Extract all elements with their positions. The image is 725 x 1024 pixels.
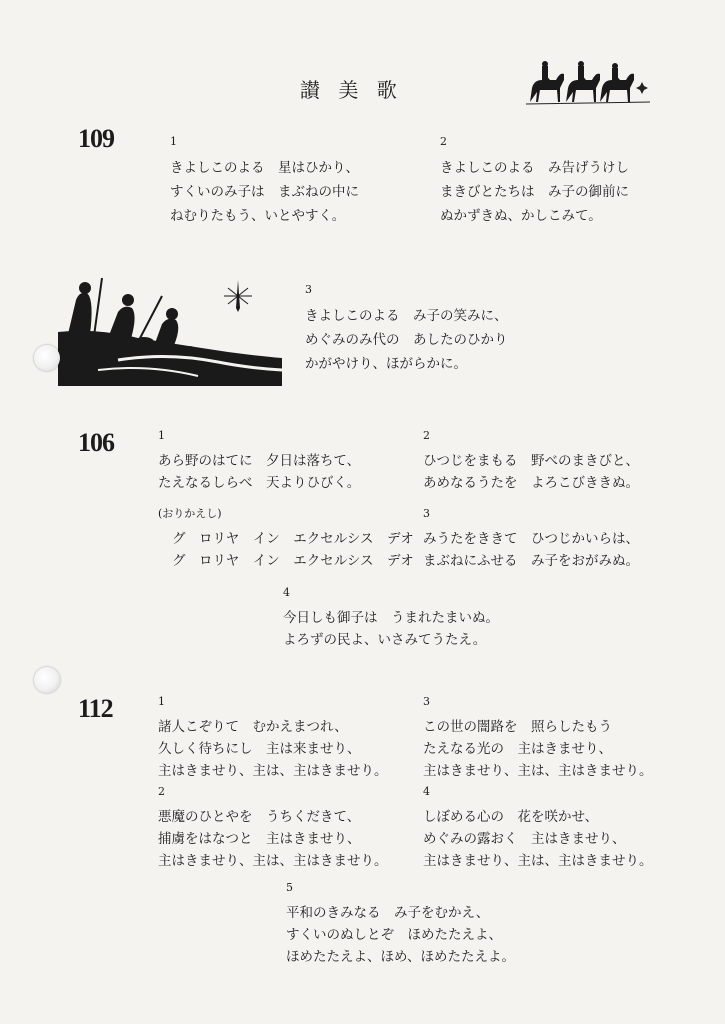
- verse-line: かがやけり、ほがらかに。: [305, 356, 467, 372]
- verse-line: 悪魔のひとやを うちくだきて、: [158, 809, 361, 825]
- verse-line: あめなるうたを よろこびききぬ。: [423, 475, 639, 491]
- verse-line: 主はきませり、主は、主はきませり。: [158, 853, 388, 869]
- camels-caravan-illustration: [526, 58, 650, 108]
- verse-line: きよしこのよる 星はひかり、: [170, 160, 359, 176]
- verse-line: たえなる光の 主はきませり、: [423, 741, 612, 757]
- verse-line: ぬかずきぬ、かしこみて。: [440, 208, 602, 224]
- verse-line: ねむりたもう、いとやすく。: [170, 208, 346, 224]
- hymn-106-refrain: [158, 506, 414, 572]
- verse-line: グ ロリヤ イン エクセルシス デオ: [172, 531, 414, 547]
- verse-number: 5: [286, 881, 293, 894]
- verse-line: すくいのぬしとぞ ほめたたえよ、: [286, 927, 502, 943]
- verse-number: 4: [283, 586, 290, 599]
- binder-hole-bottom: [34, 667, 60, 693]
- verse-number: 2: [440, 135, 447, 148]
- verse-line: まきびとたちは み子の御前に: [440, 184, 629, 200]
- hymn-112-verse-4: [423, 784, 653, 872]
- hymn-109-verse-3: [305, 282, 508, 376]
- verse-number: 3: [423, 695, 430, 708]
- verse-number: 3: [423, 507, 430, 520]
- hymn-106-verse-2: [423, 428, 639, 494]
- hymn-number-106: 106: [78, 428, 114, 457]
- verse-line: まぶねにふせる み子をおがみぬ。: [423, 553, 639, 569]
- verse-line: ほめたたえよ、ほめ、ほめたたえよ。: [286, 949, 515, 965]
- hymn-112-verse-3: [423, 694, 653, 782]
- hymn-106-verse-1: [158, 428, 360, 494]
- verse-line: グ ロリヤ イン エクセルシス デオ: [172, 553, 414, 569]
- shepherds-illustration: [58, 272, 282, 386]
- refrain-label: (おりかえし): [158, 507, 222, 520]
- verse-line: 今日しも御子は うまれたまいぬ。: [283, 610, 499, 626]
- verse-line: きよしこのよる み告げうけし: [440, 160, 629, 176]
- hymn-109-verse-2: [440, 134, 629, 228]
- verse-line: きよしこのよる み子の笑みに、: [305, 308, 508, 324]
- verse-line: この世の闇路を 照らしたもう: [423, 719, 612, 735]
- hymn-number-109: 109: [78, 124, 114, 153]
- hymn-106-verse-3: [423, 506, 639, 572]
- hymn-number-112: 112: [78, 694, 113, 723]
- verse-line: たえなるしらべ 天よりひびく。: [158, 475, 361, 491]
- verse-number: 4: [423, 785, 430, 798]
- verse-line: めぐみの露おく 主はきませり、: [423, 831, 626, 847]
- verse-number: 1: [158, 429, 165, 442]
- verse-number: 1: [158, 695, 165, 708]
- verse-number: 2: [423, 429, 430, 442]
- hymn-112-verse-2: [158, 784, 388, 872]
- hymn-112-verse-1: [158, 694, 388, 782]
- hymn-112-verse-5: [286, 880, 515, 968]
- verse-line: あら野のはてに 夕日は落ちて、: [158, 453, 361, 469]
- verse-line: みうたをききて ひつじかいらは、: [423, 531, 639, 547]
- verse-line: 主はきませり、主は、主はきませり。: [158, 763, 388, 779]
- verse-line: めぐみのみ代の あしたのひかり: [305, 332, 508, 348]
- verse-line: 久しく待ちにし 主は来ませり、: [158, 741, 361, 757]
- verse-line: よろずの民よ、いさみてうたえ。: [283, 632, 487, 648]
- verse-line: 捕虜をはなつと 主はきませり、: [158, 831, 361, 847]
- verse-line: 平和のきみなる み子をむかえ、: [286, 905, 490, 921]
- hymn-106-verse-4: [283, 585, 499, 651]
- verse-number: 2: [158, 785, 165, 798]
- verse-number: 1: [170, 135, 177, 148]
- verse-line: しぼめる心の 花を咲かせ、: [423, 809, 599, 825]
- verse-line: 主はきませり、主は、主はきませり。: [423, 853, 653, 869]
- verse-line: ひつじをまもる 野べのまきびと、: [423, 453, 639, 469]
- hymn-109-verse-1: [170, 134, 359, 228]
- verse-number: 3: [305, 283, 312, 296]
- verse-line: 主はきませり、主は、主はきませり。: [423, 763, 653, 779]
- page-title: 讃 美 歌: [300, 78, 403, 102]
- binder-hole-top: [34, 345, 60, 371]
- verse-line: 諸人こぞりて むかえまつれ、: [158, 719, 348, 735]
- verse-line: すくいのみ子は まぶねの中に: [170, 184, 359, 200]
